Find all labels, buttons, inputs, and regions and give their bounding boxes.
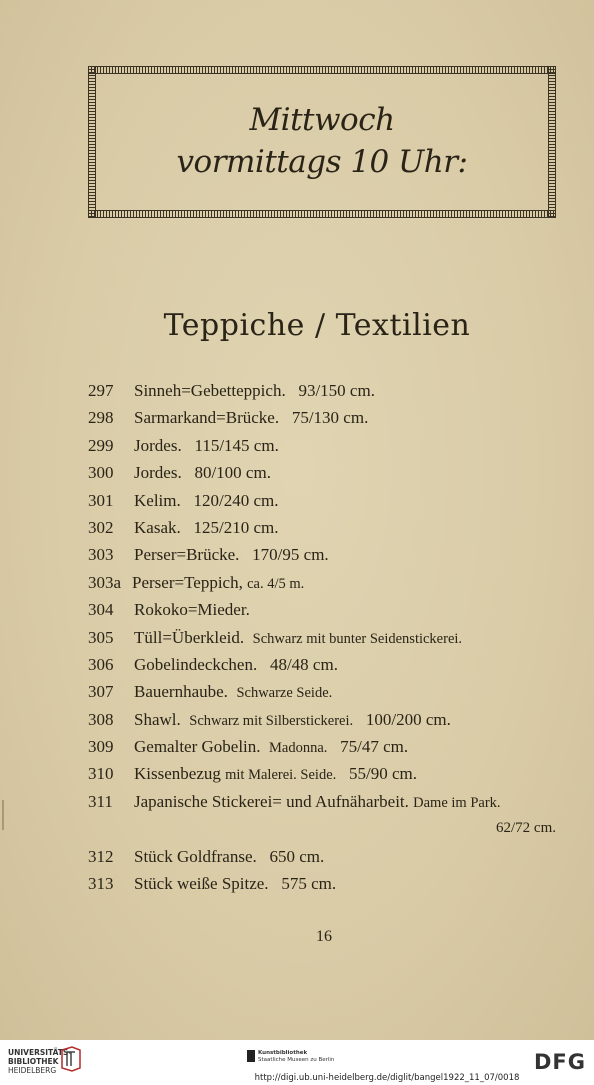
ub-logo-line1: UNIVERSITÄTS- xyxy=(8,1048,72,1057)
ub-logo-line3: HEIDELBERG xyxy=(8,1066,57,1075)
lot-item xyxy=(88,760,558,787)
lot-item xyxy=(88,487,558,514)
lot-number: 312 xyxy=(88,846,114,866)
lot-item xyxy=(88,514,558,541)
footer-bar xyxy=(0,1040,594,1085)
lot-number: 303 xyxy=(88,545,114,565)
lot-number: 303a xyxy=(88,572,122,592)
lot-description: Jordes. 115/145 cm. xyxy=(134,435,279,455)
ub-emblem-icon xyxy=(60,1046,82,1072)
lot-list xyxy=(88,377,558,897)
lot-number: 311 xyxy=(88,791,113,811)
lot-number: 304 xyxy=(88,600,114,620)
lot-description: Rokoko=Mieder. xyxy=(134,600,250,620)
lot-description: Bauernhaube. Schwarze Seide. xyxy=(134,682,333,702)
lot-number: 313 xyxy=(88,874,114,894)
dfg-logo[interactable]: DFG xyxy=(533,1050,586,1074)
lot-number: 299 xyxy=(88,435,114,455)
lot-item xyxy=(88,651,558,678)
lot-item xyxy=(88,377,558,404)
lot-description: Shawl. Schwarz mit Silberstickerei. 100/200 cm. xyxy=(134,709,451,729)
lot-number: 308 xyxy=(88,709,114,729)
lot-item xyxy=(88,706,558,733)
section-title: Teppiche / Textilien xyxy=(163,308,471,343)
kunstbibliothek-icon xyxy=(247,1050,255,1062)
lot-item xyxy=(88,569,558,596)
kunstbibliothek-logo[interactable] xyxy=(258,1050,334,1064)
lot-description: Gemalter Gobelin. Madonna. 75/47 cm. xyxy=(134,737,409,757)
kb-logo-line2: Staatliche Museen zu Berlin xyxy=(258,1057,335,1063)
lot-number: 309 xyxy=(88,737,114,757)
lot-description: Kelim. 120/240 cm. xyxy=(134,490,279,510)
lot-description: Kasak. 125/210 cm. xyxy=(134,517,279,537)
ornamental-border-bottom xyxy=(88,210,556,218)
lot-item xyxy=(88,404,558,431)
ub-logo-line2: BIBLIOTHEK xyxy=(8,1057,59,1066)
lot-item xyxy=(88,459,558,486)
lot-description: Jordes. 80/100 cm. xyxy=(134,463,271,483)
lot-item xyxy=(88,541,558,568)
lot-number: 310 xyxy=(88,764,114,784)
lot-number: 302 xyxy=(88,517,114,537)
lot-description: Sinneh=Gebetteppich. 93/150 cm. xyxy=(134,381,375,400)
lot-description: Sarmarkand=Brücke. 75/130 cm. xyxy=(134,408,369,428)
lot-description: Kissenbezug mit Malerei. Seide. 55/90 cm. xyxy=(134,764,418,784)
lot-item xyxy=(88,596,558,623)
lot-item xyxy=(88,870,558,897)
lot-number: 298 xyxy=(88,408,114,428)
lot-description: Tüll=Überkleid. Schwarz mit bunter Seidenstickerei. xyxy=(134,627,463,647)
page-number: 16 xyxy=(316,928,332,945)
lot-item xyxy=(88,432,558,459)
lot-description: Stück Goldfranse. 650 cm. xyxy=(134,846,325,866)
lot-description: Japanische Stickerei= und Aufnäharbeit. Dame im Park. xyxy=(134,791,501,811)
page-edge-mark xyxy=(2,800,4,830)
permalink-url[interactable]: http://digi.ub.uni-heidelberg.de/diglit/bangel1922_11_07/0018 xyxy=(254,1073,520,1083)
lot-number: 305 xyxy=(88,627,114,647)
header-day: Mittwoch xyxy=(249,102,395,138)
lot-number: 300 xyxy=(88,463,114,483)
lot-item xyxy=(88,788,558,815)
lot-item xyxy=(88,733,558,760)
lot-description: Perser=Brücke. 170/95 cm. xyxy=(134,545,329,565)
kb-logo-line1: Kunstbibliothek xyxy=(258,1050,308,1056)
lot-description: Perser=Teppich, ca. 4/5 m. xyxy=(132,572,305,592)
lot-item xyxy=(88,678,558,705)
lot-description: Stück weiße Spitze. 575 cm. xyxy=(134,874,337,894)
lot-item xyxy=(88,843,558,870)
ornamental-border-top xyxy=(88,66,556,74)
lot-number: 307 xyxy=(88,682,114,702)
lot-description: Gobelindeckchen. 48/48 cm. xyxy=(134,654,338,674)
lot-number: 297 xyxy=(88,381,114,400)
lot-number: 306 xyxy=(88,654,114,674)
lot-item-continuation: 62/72 cm. xyxy=(496,820,556,837)
lot-item xyxy=(88,624,558,651)
header-box xyxy=(88,66,556,218)
header-time: vormittags 10 Uhr: xyxy=(176,144,468,180)
lot-number: 301 xyxy=(88,490,114,510)
